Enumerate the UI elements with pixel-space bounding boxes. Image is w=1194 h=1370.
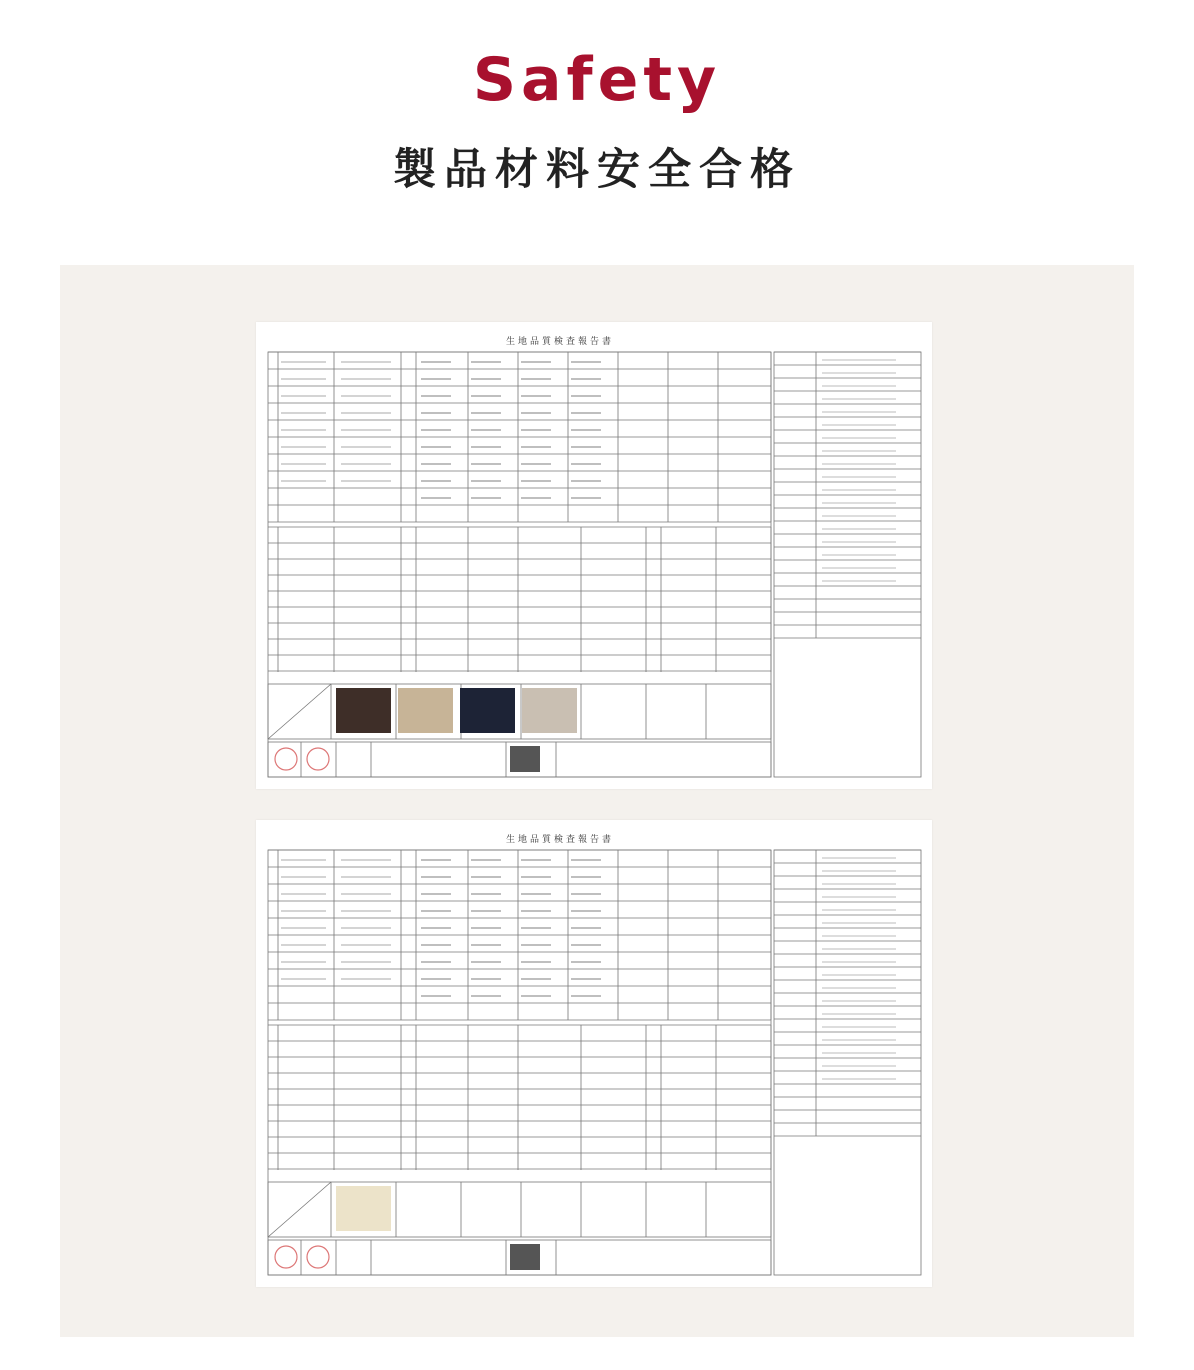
fabric-swatch <box>460 688 515 733</box>
report-sheet-1 <box>256 322 932 789</box>
inspection-center-logo <box>510 1244 540 1270</box>
seal-stamp <box>275 1246 297 1268</box>
report-heading: 生地品質検査報告書 <box>506 835 615 845</box>
inspection-center-logo <box>510 746 540 772</box>
inspection-report-1 <box>256 322 932 789</box>
page-title: Safety <box>472 45 722 115</box>
report-heading: 生地品質検査報告書 <box>506 337 615 347</box>
seal-stamp <box>307 1246 329 1268</box>
fabric-swatch <box>522 688 577 733</box>
fabric-swatch <box>336 1186 391 1231</box>
certificate-panel <box>60 265 1134 1337</box>
page-subtitle: 製品材料安全合格 <box>393 145 801 195</box>
seal-stamp <box>275 748 297 770</box>
report-sheet-2 <box>256 820 932 1287</box>
fabric-swatch <box>336 688 391 733</box>
seal-stamp <box>307 748 329 770</box>
inspection-report-2 <box>256 820 932 1287</box>
fabric-swatch <box>398 688 453 733</box>
